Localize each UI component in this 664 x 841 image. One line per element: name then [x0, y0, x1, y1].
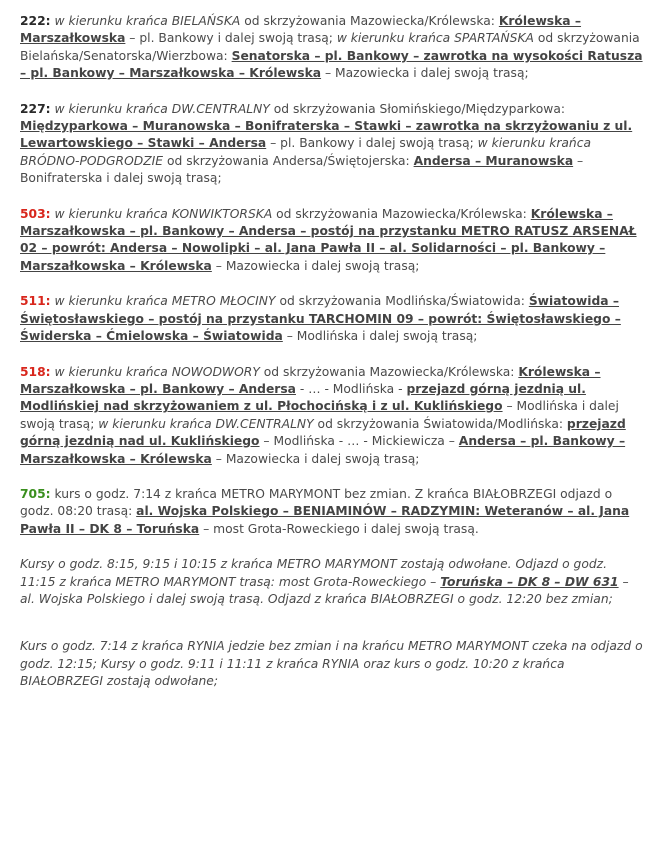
detour-route: al. Wojska Polskiego – BENIAMINÓW – RADZYMIN: Weteranów – al. Jana Pawła II – DK 8 – Toruńska: [20, 504, 630, 536]
line-number: 518:: [20, 364, 51, 379]
body-text: – pl. Bankowy i dalej swoją trasą;: [266, 136, 478, 151]
body-text: – Bonifraterska i dalej swoją trasą;: [20, 153, 584, 186]
body-text: - … - Modlińska -: [295, 381, 407, 396]
body-text: od skrzyżowania Mazowiecka/Królewska:: [272, 206, 531, 221]
detour-route: Królewska – Marszałkowska: [20, 14, 582, 46]
body-text: – Mazowiecka i dalej swoją trasą;: [211, 258, 420, 273]
line-number: 222:: [20, 14, 51, 28]
direction-text: w kierunku krańca NOWODWORY: [50, 364, 260, 379]
body-text: – pl. Bankowy i dalej swoją trasą;: [125, 31, 337, 46]
paragraph-p518: [20, 364, 644, 468]
detour-route: Senatorska – pl. Bankowy – zawrotka na wysokości Ratusza – pl. Bankowy – Marszałkowska – Królewska: [20, 48, 643, 81]
paragraph-p222: [20, 13, 644, 83]
body-text: – Mazowiecka i dalej swoją trasą;: [321, 66, 529, 81]
detour-route: Andersa – pl. Bankowy – Marszałkowska – Królewska: [20, 434, 626, 466]
paragraph-p705b: [20, 556, 644, 608]
detour-route: Królewska – Marszałkowska – pl. Bankowy – Andersa: [20, 364, 601, 396]
body-text: – Modlińska i dalej swoją trasą;: [20, 399, 619, 431]
detour-route: Światowida – Świętosławskiego – postój na przystanku TARCHOMIN 09 – powrót: Świętosławskiego – Świderska – Ćmielowska – Światowida: [20, 294, 621, 344]
direction-text: w kierunku krańca DW.CENTRALNY: [50, 101, 270, 116]
line-number: 227:: [20, 101, 51, 116]
paragraph-p227: [20, 101, 644, 188]
body-text: – al. Wojska Polskiego i dalej swoją trasą. Odjazd z krańca BIAŁOBRZEGI o godz. 12:20 bez zmian;: [20, 574, 629, 606]
body-text: od skrzyżowania Słomińskiego/Międzyparkowa:: [269, 101, 566, 116]
body-text: od skrzyżowania Bielańska/Senatorska/Wierzbowa:: [20, 31, 640, 63]
direction-text: w kierunku krańca DW.CENTRALNY: [98, 416, 314, 431]
body-text: – most Grota-Roweckiego i dalej swoją trasą.: [199, 521, 479, 536]
line-number: 503:: [20, 206, 51, 221]
body-text: od skrzyżowania Mazowiecka/Królewska:: [259, 364, 519, 379]
body-text: Kursy o godz. 8:15, 9:15 i 10:15 z krańca METRO MARYMONT zostają odwołane. Odjazd o godz. 11:15 z krańca METRO MARYMONT trasą: most Grota-Roweckiego –: [20, 557, 608, 589]
detour-route: Andersa – Muranowska: [413, 153, 574, 168]
paragraph-p503: [20, 206, 644, 276]
paragraph-p511: [20, 293, 644, 345]
body-text: od skrzyżowania Mazowiecka/Królewska:: [240, 14, 499, 28]
direction-text: w kierunku krańca METRO MŁOCINY: [50, 294, 276, 309]
direction-text: w kierunku krańca BIELAŃSKA: [50, 14, 241, 28]
body-text: kurs o godz. 7:14 z krańca METRO MARYMONT bez zmian. Z krańca BIAŁOBRZEGI odjazd o godz. 08:20 trasą:: [20, 486, 613, 519]
direction-text: w kierunku krańca KONWIKTORSKA: [50, 206, 273, 221]
paragraph-p705c: [20, 638, 644, 690]
body-text: od skrzyżowania Modlińska/Światowida:: [275, 294, 529, 309]
detour-route: Międzyparkowa – Muranowska – Bonifraterska – Stawki – zawrotka na skrzyżowaniu z ul. Lewartowskiego – Stawki – Andersa: [20, 119, 633, 151]
detour-route: Królewska – Marszałkowska – pl. Bankowy – Andersa – postój na przystanku METRO RATUSZ ARSENAŁ 02 – powrót: Andersa – Nowolipki – al. Jana Pawła II – al. Solidarności – pl. Bankowy – Marszałkowska – Królewska: [20, 206, 637, 273]
body-text: – Modlińska i dalej swoją trasą;: [282, 329, 478, 344]
paragraph-p705: [20, 486, 644, 538]
body-text: od skrzyżowania Światowida/Modlińska:: [313, 416, 567, 431]
line-number: 511:: [20, 294, 51, 309]
direction-text: w kierunku krańca SPARTAŃSKA: [336, 31, 534, 46]
line-number: 705:: [20, 486, 51, 501]
body-text: – Modlińska - … - Mickiewicza –: [259, 434, 459, 449]
direction-text: w kierunku krańca BRÓDNO-PODGRODZIE: [20, 136, 591, 168]
body-text: od skrzyżowania Andersa/Świętojerska:: [163, 153, 414, 168]
detour-route: przejazd górną jezdnią ul. Modlińskiej nad skrzyżowaniem z ul. Płochocińską i z ul. Kuklińskiego: [20, 381, 586, 414]
detour-route: przejazd górną jezdnią nad ul. Kuklińskiego: [20, 416, 626, 449]
detour-route: Toruńska – DK 8 – DW 631: [440, 574, 619, 589]
body-text: Kurs o godz. 7:14 z krańca RYNIA jedzie bez zmian i na krańcu METRO MARYMONT czeka na odjazd o godz. 12:15; Kursy o godz. 9:11 i 11:11 z krańca RYNIA oraz kurs o godz. 10:20 z krańca BIAŁOBRZEGI zostają odwołane;: [20, 639, 643, 689]
body-text: – Mazowiecka i dalej swoją trasą;: [211, 451, 420, 466]
